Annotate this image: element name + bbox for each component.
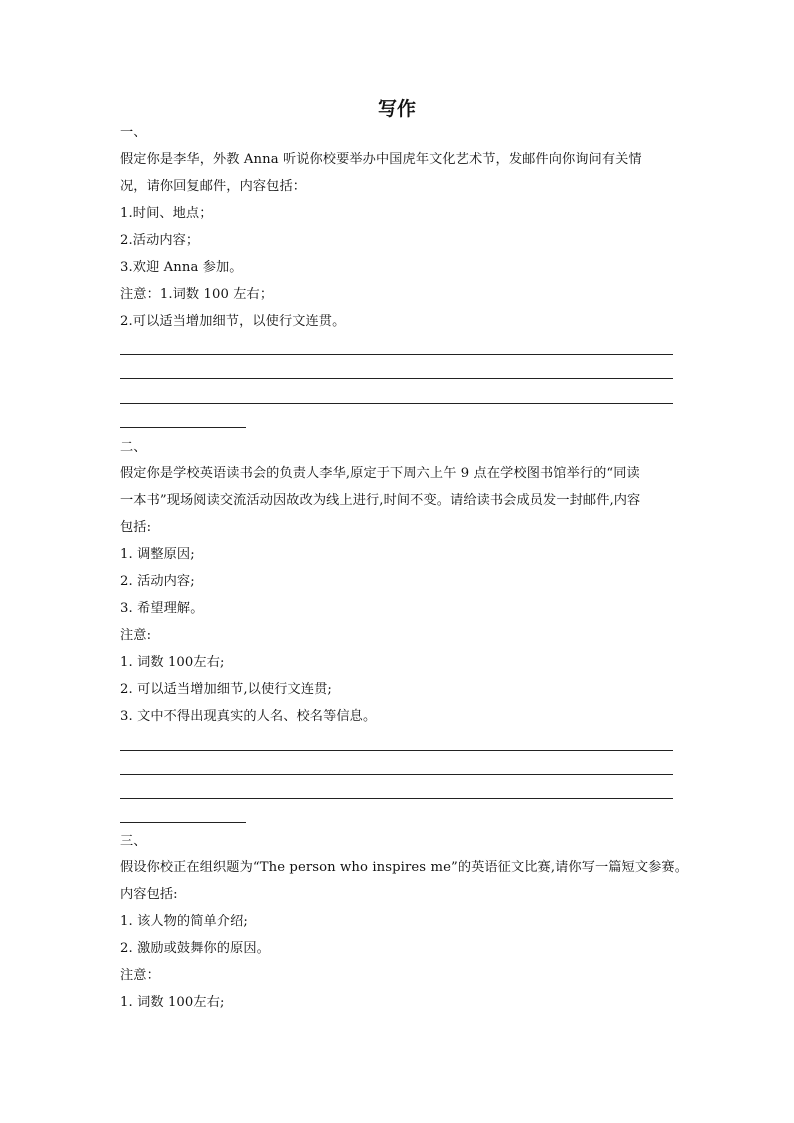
section-3-line-2: 内容包括: bbox=[120, 887, 178, 902]
answer-line bbox=[120, 750, 673, 751]
section-2-line-3: 包括: bbox=[120, 520, 152, 535]
answer-line-short bbox=[120, 427, 246, 428]
answer-line-short bbox=[120, 822, 246, 823]
section-3-line-1: 假设你校正在组织题为“The person who inspires me”的英语征文比赛,请你写一篇短文参赛。 bbox=[120, 860, 688, 875]
page-title: 写作 bbox=[377, 98, 416, 120]
section-2-line-8: 1. 词数 100左右; bbox=[120, 655, 225, 670]
answer-line bbox=[120, 774, 673, 775]
section-1-line-7: 2.可以适当增加细节，以使行文连贯。 bbox=[120, 314, 346, 329]
section-2-line-1: 假定你是学校英语读书会的负责人李华,原定于下周六上午 9 点在学校图书馆举行的“同读 bbox=[120, 466, 640, 481]
section-1-heading: 一、 bbox=[120, 125, 147, 140]
section-1-line-4: 2.活动内容； bbox=[120, 233, 200, 248]
section-2-line-5: 2. 活动内容; bbox=[120, 574, 195, 589]
answer-line bbox=[120, 354, 673, 355]
section-3-line-3: 1. 该人物的简单介绍; bbox=[120, 914, 248, 929]
section-3-heading: 三、 bbox=[120, 834, 147, 849]
section-3-line-4: 2. 激励或鼓舞你的原因。 bbox=[120, 941, 270, 956]
answer-line bbox=[120, 403, 673, 404]
section-2-line-4: 1. 调整原因; bbox=[120, 547, 195, 562]
section-1-line-1: 假定你是李华，外教 Anna 听说你校要举办中国虎年文化艺术节，发邮件向你询问有关情 bbox=[120, 152, 642, 167]
section-3-line-6: 1. 词数 100左右; bbox=[120, 995, 225, 1010]
section-2-line-7: 注意: bbox=[120, 628, 152, 643]
answer-line bbox=[120, 798, 673, 799]
section-2-line-9: 2. 可以适当增加细节,以使行文连贯; bbox=[120, 682, 332, 697]
section-2-line-6: 3. 希望理解。 bbox=[120, 601, 204, 616]
section-2-line-2: 一本书”现场阅读交流活动因故改为线上进行,时间不变。请给读书会成员发一封邮件,内容 bbox=[120, 493, 641, 508]
section-1-line-6: 注意：1.词数 100 左右； bbox=[120, 287, 274, 302]
section-1-line-2: 况，请你回复邮件，内容包括： bbox=[120, 179, 307, 194]
section-2-line-10: 3. 文中不得出现真实的人名、校名等信息。 bbox=[120, 709, 377, 724]
answer-line bbox=[120, 378, 673, 379]
section-2-heading: 二、 bbox=[120, 440, 147, 455]
section-3-line-5: 注意： bbox=[120, 968, 160, 983]
section-1-line-5: 3.欢迎 Anna 参加。 bbox=[120, 260, 243, 275]
section-1-line-3: 1.时间、地点； bbox=[120, 206, 213, 221]
